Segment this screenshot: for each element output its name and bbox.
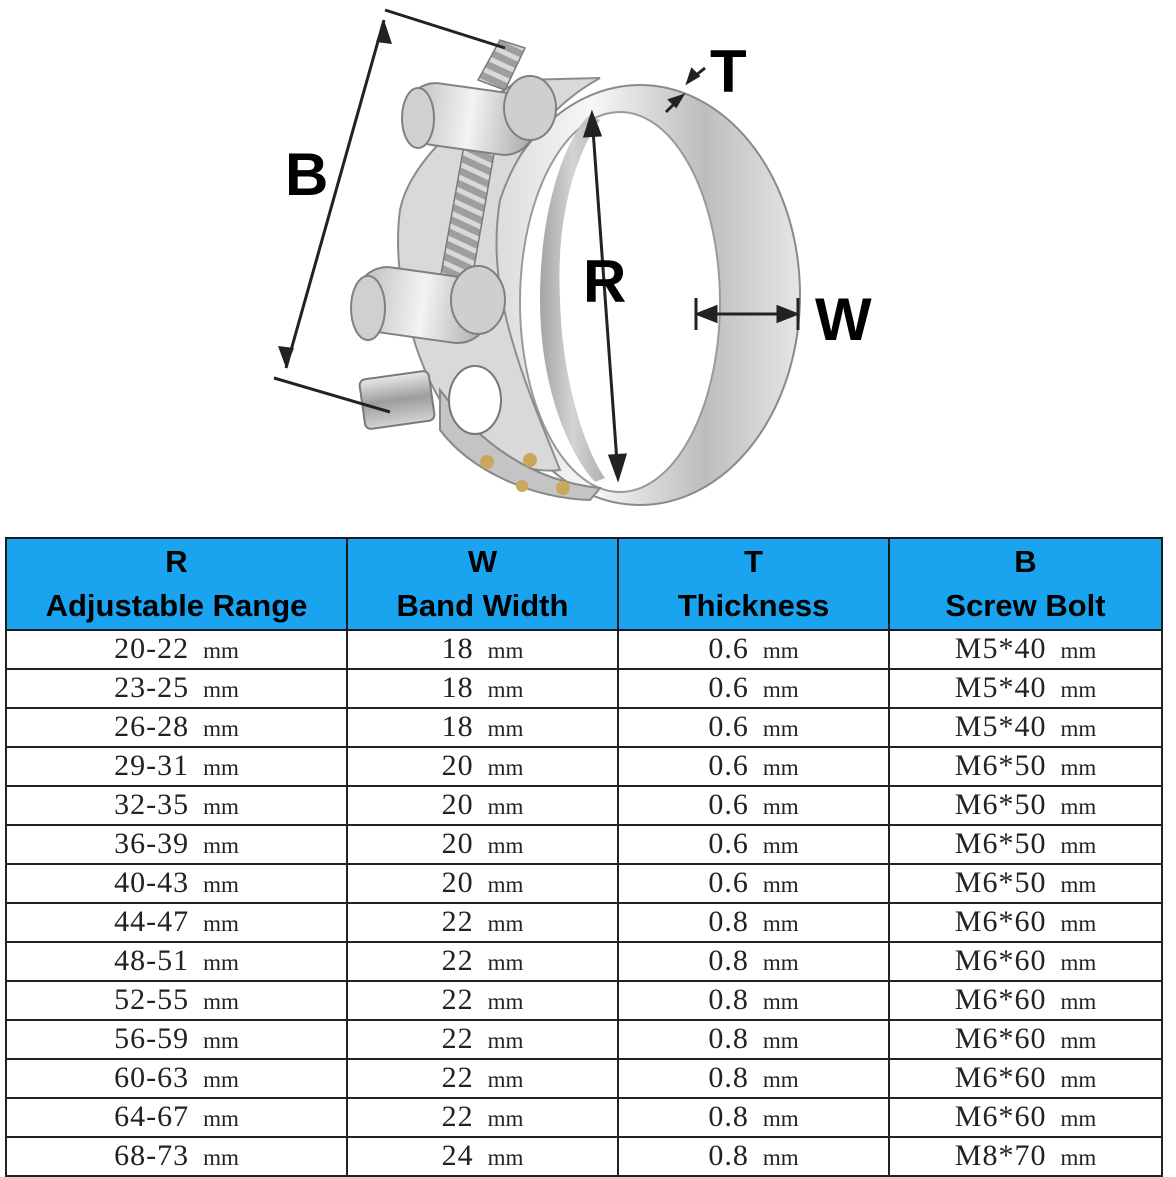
cell-value: 20	[441, 866, 474, 899]
cell-unit: mm	[487, 989, 524, 1014]
cell-band-width	[347, 1137, 618, 1176]
cell-unit: mm	[1060, 989, 1097, 1014]
trunnion-lower	[351, 263, 505, 347]
cell-band-width	[347, 1098, 618, 1137]
cell-unit: mm	[1060, 677, 1097, 702]
cell-unit: mm	[762, 911, 799, 936]
table-row	[6, 1098, 1162, 1137]
cell-value: M6*60	[954, 1100, 1047, 1133]
cell-value: 32-35	[114, 788, 190, 821]
table-row	[6, 786, 1162, 825]
cell-unit: mm	[487, 755, 524, 780]
cell-unit: mm	[762, 1067, 799, 1092]
cell-thickness	[618, 1020, 889, 1059]
cell-unit: mm	[762, 950, 799, 975]
table-row	[6, 903, 1162, 942]
cell-screw-bolt	[889, 825, 1162, 864]
table-body	[6, 630, 1162, 1176]
cell-band-width	[347, 1020, 618, 1059]
header-adjustable-range	[6, 538, 347, 630]
cell-value: 0.6	[708, 671, 749, 704]
cell-value: 0.8	[708, 1100, 749, 1133]
header-label: Adjustable Range	[45, 588, 308, 623]
cell-screw-bolt	[889, 1098, 1162, 1137]
cell-value: 0.6	[708, 788, 749, 821]
cell-thickness	[618, 864, 889, 903]
header-screw-bolt	[889, 538, 1162, 630]
cell-value: 20	[441, 749, 474, 782]
cell-unit: mm	[203, 950, 239, 975]
cell-unit: mm	[487, 677, 524, 702]
cell-value: 22	[441, 983, 474, 1016]
spec-table	[5, 537, 1163, 1177]
cell-unit: mm	[203, 716, 239, 741]
cell-adjustable-range	[6, 864, 347, 903]
cell-unit: mm	[487, 794, 524, 819]
header-band-width	[347, 538, 618, 630]
cell-screw-bolt	[889, 708, 1162, 747]
cell-thickness	[618, 669, 889, 708]
cell-unit: mm	[762, 677, 799, 702]
cell-unit: mm	[762, 1145, 799, 1170]
header-label: Band Width	[396, 588, 569, 623]
cell-adjustable-range	[6, 903, 347, 942]
cell-value: M5*40	[954, 632, 1047, 665]
cell-unit: mm	[203, 833, 239, 858]
cell-adjustable-range	[6, 1020, 347, 1059]
cell-screw-bolt	[889, 669, 1162, 708]
cell-thickness	[618, 1059, 889, 1098]
cell-value: M6*60	[954, 983, 1047, 1016]
cell-unit: mm	[1060, 872, 1097, 897]
cell-unit: mm	[762, 989, 799, 1014]
cell-adjustable-range	[6, 825, 347, 864]
cell-value: 0.6	[708, 710, 749, 743]
cell-thickness	[618, 786, 889, 825]
cell-adjustable-range	[6, 942, 347, 981]
cell-value: 29-31	[114, 749, 190, 782]
cell-value: 22	[441, 1022, 474, 1055]
cell-screw-bolt	[889, 1059, 1162, 1098]
cell-unit: mm	[487, 1067, 524, 1092]
cell-thickness	[618, 747, 889, 786]
cell-thickness	[618, 1098, 889, 1137]
cell-unit: mm	[1060, 716, 1097, 741]
table-row	[6, 669, 1162, 708]
cell-value: 56-59	[114, 1022, 190, 1055]
cell-value: 20	[441, 788, 474, 821]
cell-unit: mm	[1060, 1145, 1097, 1170]
cell-band-width	[347, 669, 618, 708]
cell-value: 22	[441, 1100, 474, 1133]
cell-thickness	[618, 942, 889, 981]
cell-value: 0.6	[708, 749, 749, 782]
cell-value: 22	[441, 944, 474, 977]
cell-value: M6*60	[954, 944, 1047, 977]
cell-band-width	[347, 708, 618, 747]
cell-band-width	[347, 786, 618, 825]
cell-band-width	[347, 942, 618, 981]
cell-screw-bolt	[889, 786, 1162, 825]
cell-unit: mm	[1060, 833, 1097, 858]
table-row	[6, 747, 1162, 786]
cell-value: 20-22	[114, 632, 190, 665]
cell-unit: mm	[1060, 1028, 1097, 1053]
cell-value: 0.8	[708, 1022, 749, 1055]
cell-adjustable-range	[6, 981, 347, 1020]
table-row	[6, 981, 1162, 1020]
cell-unit: mm	[1060, 794, 1097, 819]
cell-band-width	[347, 825, 618, 864]
cell-value: 0.8	[708, 983, 749, 1016]
cell-unit: mm	[487, 638, 524, 663]
cell-screw-bolt	[889, 1137, 1162, 1176]
table-row	[6, 864, 1162, 903]
cell-adjustable-range	[6, 1137, 347, 1176]
cell-unit: mm	[762, 872, 799, 897]
cell-unit: mm	[487, 911, 524, 936]
cell-value: 23-25	[114, 671, 190, 704]
cell-screw-bolt	[889, 1020, 1162, 1059]
cell-screw-bolt	[889, 747, 1162, 786]
cell-screw-bolt	[889, 864, 1162, 903]
cell-value: M6*60	[954, 905, 1047, 938]
header-label: Thickness	[677, 588, 830, 623]
cell-value: 60-63	[114, 1061, 190, 1094]
cell-value: M6*60	[954, 1061, 1047, 1094]
cell-unit: mm	[487, 716, 524, 741]
cell-thickness	[618, 903, 889, 942]
cell-value: 0.6	[708, 632, 749, 665]
table-row	[6, 1059, 1162, 1098]
cell-value: 0.6	[708, 827, 749, 860]
label-b: B	[285, 141, 329, 208]
cell-value: M6*50	[954, 749, 1047, 782]
header-thickness	[618, 538, 889, 630]
cell-adjustable-range	[6, 1059, 347, 1098]
cell-thickness	[618, 825, 889, 864]
cell-unit: mm	[762, 716, 799, 741]
cell-unit: mm	[1060, 755, 1097, 780]
cell-band-width	[347, 864, 618, 903]
cell-value: 18	[441, 671, 474, 704]
cell-thickness	[618, 708, 889, 747]
cell-thickness	[618, 981, 889, 1020]
cell-value: M6*50	[954, 827, 1047, 860]
cell-value: 24	[441, 1139, 474, 1172]
cell-value: 52-55	[114, 983, 190, 1016]
cell-unit: mm	[1060, 638, 1097, 663]
cell-adjustable-range	[6, 669, 347, 708]
header-code: B	[1014, 544, 1037, 579]
cell-unit: mm	[203, 794, 239, 819]
cell-value: 0.8	[708, 1139, 749, 1172]
cell-value: M6*50	[954, 866, 1047, 899]
cell-value: 36-39	[114, 827, 190, 860]
cell-unit: mm	[487, 950, 524, 975]
cell-band-width	[347, 903, 618, 942]
cell-band-width	[347, 630, 618, 669]
cell-value: 44-47	[114, 905, 190, 938]
cell-value: 18	[441, 632, 474, 665]
cell-unit: mm	[203, 638, 239, 663]
cell-value: M5*40	[954, 671, 1047, 704]
cell-unit: mm	[1060, 911, 1097, 936]
cell-unit: mm	[203, 1028, 239, 1053]
cell-unit: mm	[487, 872, 524, 897]
cell-value: 0.8	[708, 1061, 749, 1094]
header-code: W	[467, 544, 498, 579]
cell-value: 20	[441, 827, 474, 860]
cell-value: 26-28	[114, 710, 190, 743]
cell-unit: mm	[203, 1106, 239, 1131]
cell-unit: mm	[762, 1106, 799, 1131]
cell-unit: mm	[762, 833, 799, 858]
cell-adjustable-range	[6, 747, 347, 786]
cell-band-width	[347, 747, 618, 786]
cell-value: 22	[441, 1061, 474, 1094]
table-header-row	[6, 538, 1162, 630]
table-row	[6, 942, 1162, 981]
cell-screw-bolt	[889, 981, 1162, 1020]
clamp-diagram	[0, 0, 1176, 530]
cell-value: 0.8	[708, 905, 749, 938]
cell-unit: mm	[203, 1067, 239, 1092]
cell-value: 18	[441, 710, 474, 743]
cell-unit: mm	[203, 677, 239, 702]
cell-screw-bolt	[889, 942, 1162, 981]
cell-value: M5*40	[954, 710, 1047, 743]
cell-value: 48-51	[114, 944, 190, 977]
cell-band-width	[347, 1059, 618, 1098]
header-code: T	[744, 544, 763, 579]
table-row	[6, 1137, 1162, 1176]
cell-unit: mm	[487, 1145, 524, 1170]
cell-unit: mm	[762, 638, 799, 663]
cell-adjustable-range	[6, 786, 347, 825]
table-row	[6, 825, 1162, 864]
cell-unit: mm	[203, 872, 239, 897]
label-t: T	[710, 38, 747, 105]
cell-value: 0.8	[708, 944, 749, 977]
label-w: W	[815, 286, 872, 353]
label-r: R	[583, 248, 627, 315]
cell-unit: mm	[487, 1028, 524, 1053]
cell-unit: mm	[203, 1145, 239, 1170]
table-row	[6, 1020, 1162, 1059]
cell-unit: mm	[203, 755, 239, 780]
cell-value: 40-43	[114, 866, 190, 899]
cell-adjustable-range	[6, 708, 347, 747]
cell-screw-bolt	[889, 630, 1162, 669]
cell-unit: mm	[762, 755, 799, 780]
cell-thickness	[618, 1137, 889, 1176]
table-row	[6, 708, 1162, 747]
cell-adjustable-range	[6, 630, 347, 669]
header-code: R	[165, 544, 188, 579]
cell-unit: mm	[203, 911, 239, 936]
cell-value: 22	[441, 905, 474, 938]
cell-unit: mm	[762, 794, 799, 819]
cell-thickness	[618, 630, 889, 669]
cell-band-width	[347, 981, 618, 1020]
header-label: Screw Bolt	[945, 588, 1106, 623]
cell-unit: mm	[1060, 1067, 1097, 1092]
cell-screw-bolt	[889, 903, 1162, 942]
cell-unit: mm	[487, 833, 524, 858]
cell-unit: mm	[203, 989, 239, 1014]
cell-unit: mm	[762, 1028, 799, 1053]
cell-unit: mm	[1060, 950, 1097, 975]
cell-adjustable-range	[6, 1098, 347, 1137]
cell-unit: mm	[1060, 1106, 1097, 1131]
cell-value: 0.6	[708, 866, 749, 899]
cell-value: 64-67	[114, 1100, 190, 1133]
cell-value: M6*60	[954, 1022, 1047, 1055]
cell-unit: mm	[487, 1106, 524, 1131]
cell-value: M6*50	[954, 788, 1047, 821]
cell-value: M8*70	[954, 1139, 1047, 1172]
cell-value: 68-73	[114, 1139, 190, 1172]
table-row	[6, 630, 1162, 669]
